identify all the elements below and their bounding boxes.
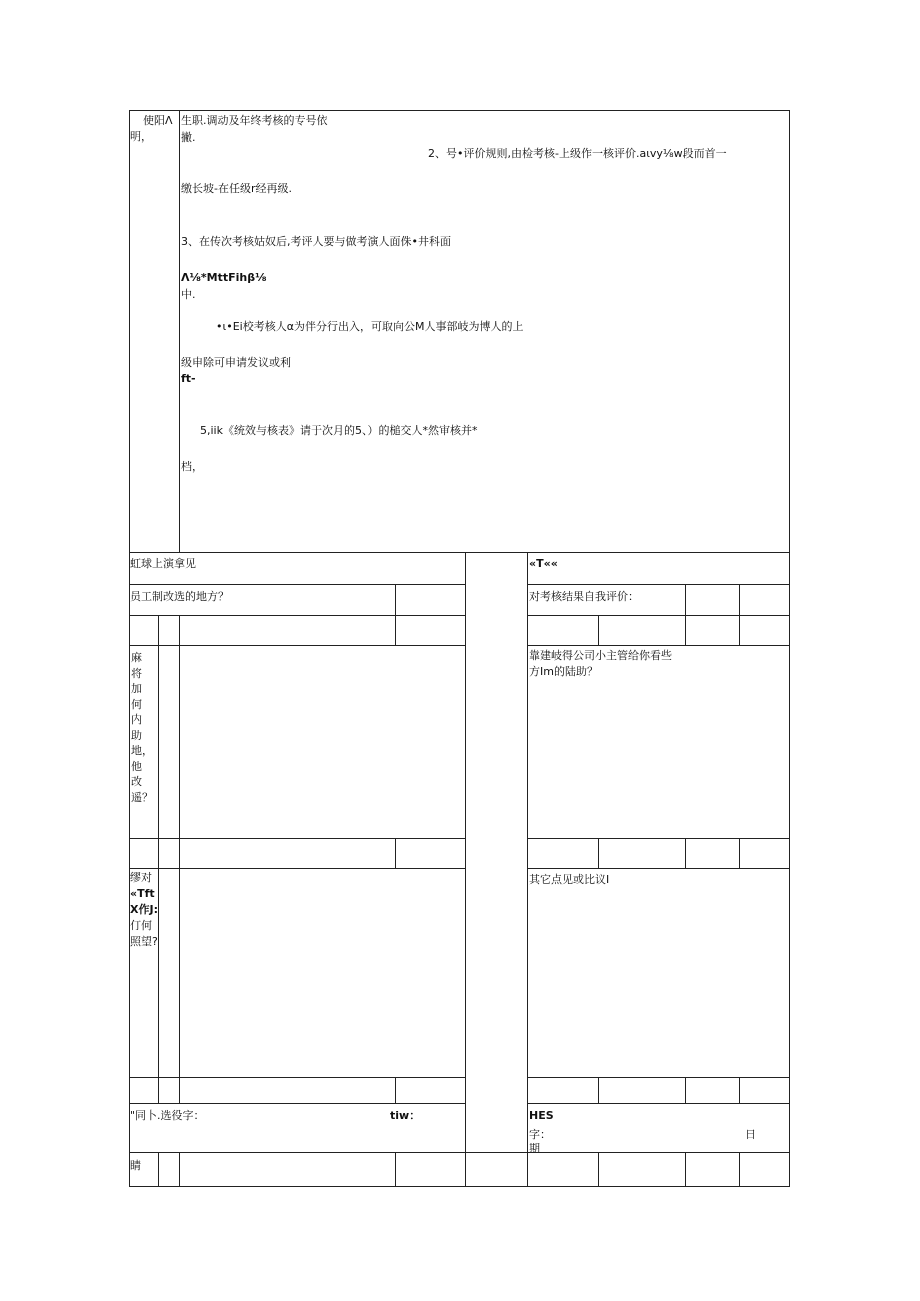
right-header: «T«« [529, 557, 558, 570]
right-sign-label-2: 字： [529, 1128, 551, 1141]
note-3-cont: Λ⅛*MttFihβ⅛ [181, 271, 267, 284]
left-q3-line5: 照望? [130, 935, 158, 948]
note-1-cont: 撇. [181, 131, 196, 144]
left-sign-date: tiw： [390, 1109, 421, 1122]
note-5-cont: 档， [181, 460, 203, 473]
left-q3-line4: 仃何 [130, 919, 152, 932]
left-q3-line2: «Tft [130, 887, 155, 900]
note-3: 3、在传次考核姑奴后,考评人要与做考演人面侏•井科面 [181, 235, 451, 248]
left-question-improve: 员工制改选的地方？ [130, 590, 229, 603]
note-3-end: 中. [181, 288, 196, 301]
note-1: 生职.调动及年终考核的专号依 [181, 114, 328, 127]
left-sign-label: "同卜.选役字： [130, 1109, 205, 1122]
left-question-help: 麻将加何内助地，他改遥？ [131, 651, 153, 804]
note-4: •ι•Ei校考核人α为伴分行出入，可取向公M人事部岐为博人的上 [216, 320, 524, 333]
right-question-help-line2: 方Im的陆助？ [529, 665, 598, 678]
note-2-cont: 缴长坡-在任级r经再级. [181, 182, 292, 195]
right-sign-label-1: HES [529, 1109, 554, 1122]
right-question-other: 其它点见或比议I [529, 873, 610, 886]
note-4-end: ft- [181, 372, 196, 385]
notes-label-line2: 明， [130, 130, 152, 143]
right-question-help-line1: 靠建岐得公司小主管给你看些 [529, 649, 672, 662]
note-5: 5,iik《统效与核表》请于次月的5、）的槌交人*然审核并* [200, 424, 478, 437]
note-2: 2、号•评价规则,由检考核-上级作一核评价.aιvy⅛w段而首一 [428, 147, 727, 160]
left-q3-line1: 缪对 [130, 871, 152, 884]
right-sign-cut: 期 [529, 1142, 540, 1152]
right-question-self-eval: 对考核结果自我评价： [529, 590, 639, 603]
note-4-cont: 级申除可申请发议或利 [181, 356, 291, 369]
left-header: 虹球上演拿见 [130, 557, 196, 570]
left-bottom-label: 睛 [130, 1159, 141, 1172]
right-sign-date: 日 [745, 1128, 756, 1141]
notes-label-line1: 使阳Λ [143, 114, 173, 127]
left-q3-line3: X作J: [130, 903, 158, 916]
